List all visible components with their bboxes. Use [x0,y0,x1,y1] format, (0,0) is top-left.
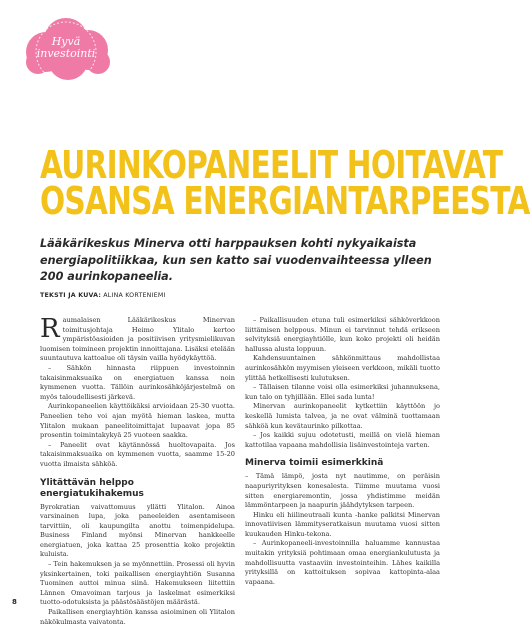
badge-text [18,36,114,60]
left-column [40,316,235,627]
right-paragraph-4: Minervan aurinkopaneelit kytkettiin käyttöön jo keskellä lumista talvea, ja ne ovat välminä tuottamaan sähköä kun kevätaurinko pilkottaa. [245,402,440,430]
good-investment-badge [18,14,114,84]
left-paragraph-4: – Paneelit ovat käytännössä huoltovapaita. Jos takaisinmaksuaika on kymmenen vuotta, saamme 15-20 vuotta ilmaista sähköä. [40,440,235,468]
headline-line1: AURINKOPANEELIT HOITAVAT [40,143,503,187]
left-paragraph-6: – Tein hakemuksen ja se myönnettiin. Prosessi oli hyvin yksinkertainen, toki paikallisen energiayhtiön Susanna Tuominen auttoi minua siinä. Hakemukseen liitettiin Lännen Omavoiman tarjous ja laskelmat esimerkiksi tuotto-odotuksista ja päästösäästöjen määrästä. [40,560,235,607]
left-paragraph-1: aumalaisen Lääkärikeskus Minervan toimitusjohtaja Heimo Ylitalo kertoo ympäristöasioiden ja positiivisen yritysmielikuvan luomisen toimineen projektin innoittajana. Lisäksi etelään suuntautuva kattoalue oli täysin vailla hyödykäyttöä. [40,316,235,363]
right-column [245,316,440,587]
right-paragraph-8: – Aurinkopaneeli-investoinnilla haluamme kannustaa muitakin yrityksiä pohtimaan omaa energiankulutusta ja mahdollisuutta vastaaviin investointeihin. Lähes kaikilla yrityksillä on kattoituksen sopivaa kattopinta-alaa vapaana. [245,539,440,586]
right-paragraph-1: – Paikallisuuden etuna tuli esimerkiksi sähköverkkoon liittämisen helppous. Minun ei tarvinnut tehdä erikseen selvityksiä energiayhtiölle, kun koko projekti oli heidän hallussa alusta loppuun. [245,316,440,353]
byline [40,292,166,299]
left-paragraph-5: Byrokratian vaivattomuus yllätti Ylitalon. Ainoa varsinainen lupa, joka paneeleiden asentamiseen tarvittiin, oli kaupungilta anottu toimenpidelupa. Business Finland myönsi Minervan hankkeelle energiatuen, joka kattaa 25 prosenttia koko projektin kuluista. [40,502,235,559]
article-headline [40,143,530,223]
page-number: 8 [12,598,17,606]
left-paragraph-7: Paikallisen energiayhtiön kanssa asioiminen oli Ylitalon näkökulmasta vaivatonta. [40,608,235,626]
lead-paragraph: Lääkärikeskus Minerva otti harppauksen kohti nykyaikaista energiapolitiikkaa, kun sen katto sai vuodenvaihteessa ylleen 200 aurinkopaneelia. [40,237,432,283]
byline-author: ALINA KORTENIEMI [103,292,166,299]
right-paragraph-5: – Jos kaikki sujuu odotetusti, meillä on vielä hieman kattotilaa vapaana mahdollisia lisäinvestointeja varten. [245,431,440,449]
headline-line2: OSANSA ENERGIANTARPEESTA [40,179,530,223]
right-paragraph-6: – Tämä lämpö, josta nyt nautimme, on peräisin naapuriyrityksen konesalesta. Tiimme muutama vuosi sitten energiaremontin, jossa yhdistimme meidän lämmöntarpeen ja naapurin jäähdytyksen tarpeen. [245,472,440,510]
drop-cap: R [40,314,60,344]
right-subheading: Minerva toimii esimerkkinä [245,458,384,469]
right-paragraph-3: – Tällaisen tilanne voisi olla esimerkiksi juhannuksena, kun talo on tyhjillään. Ellei sada lunta! [245,383,440,401]
left-subheading: Ylitättävän helppo energiatukihakemus [40,477,144,499]
badge-line1: Hyvä [51,35,81,48]
left-paragraph-2: – Sähkön hinnasta riippuen investoinnin takaisinmaksuaika on energiatuen kanssa noin kymmenen vuotta. Tällöin aurinkosähköjärjestelmä on myös taloudellisesti järkevä. [40,363,235,401]
left-paragraph-3: Aurinkopaneelien käyttöikäksi arvioidaan 25-30 vuotta. Paneelien teho voi ajan myötä hieman laskea, mutta Ylitalon mukaan paneelitoimittajat lupaavat jopa 85 prosentin toimintakykyä 25 vuoteen saakka. [40,402,235,440]
badge-line2: investointi [36,47,96,60]
right-paragraph-2: Kahdensuuntainen sähkönmittaus mahdollistaa aurinkosähkön myymisen yleiseen verkkoon, mikäli tuotto ylittää hetkellisesti kulutuksen. [245,354,440,382]
right-paragraph-7: Hinku eli hiilineutraali kunta -hanke palkitsi Minervan innovatiivisen lämmityseratkaisun muutama vuosi sitten kuukauden Hinku-tekona. [245,510,440,538]
byline-label: TEKSTI JA KUVA: [40,292,102,299]
